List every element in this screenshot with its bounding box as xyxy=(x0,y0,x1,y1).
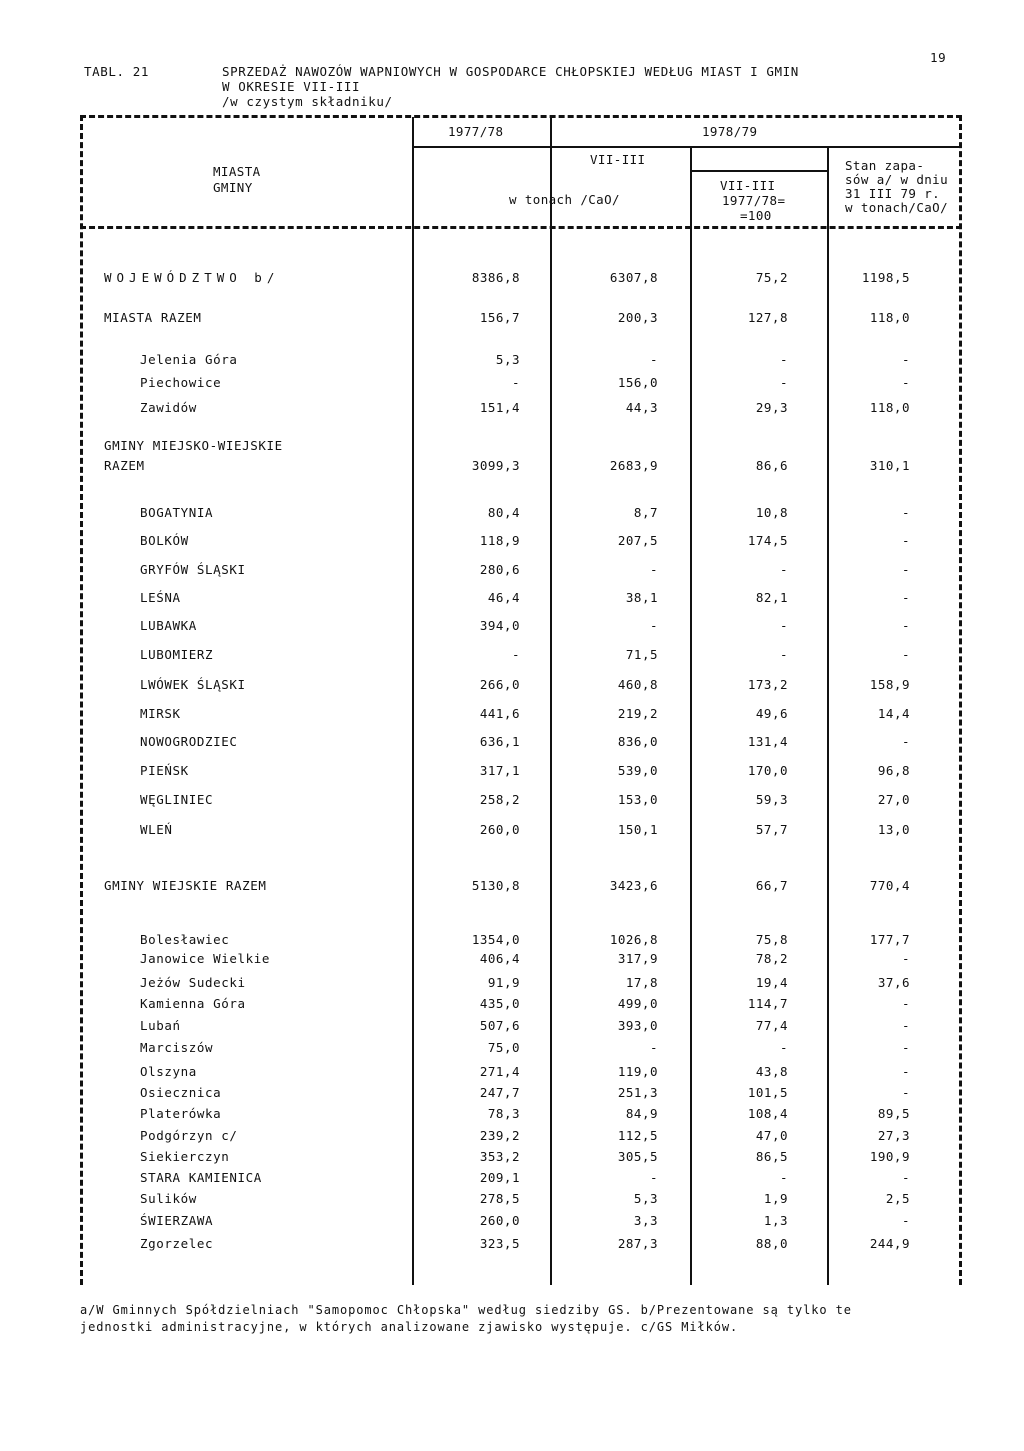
cell-c1: - xyxy=(511,375,520,390)
row-label: Zawidów xyxy=(140,400,197,415)
cell-c3: 88,0 xyxy=(755,1236,788,1251)
cell-c2: 305,5 xyxy=(617,1149,658,1164)
cell-c3: 47,0 xyxy=(755,1128,788,1143)
row-label: RAZEM xyxy=(104,458,145,473)
row-label: Piechowice xyxy=(140,375,222,390)
table-label: TABL. 21 xyxy=(84,64,150,79)
cell-c1: 91,9 xyxy=(487,975,520,990)
cell-c2: 156,0 xyxy=(617,375,658,390)
cell-c2: 460,8 xyxy=(617,677,658,692)
cell-c4: - xyxy=(901,590,910,605)
cell-c4: - xyxy=(901,1085,910,1100)
cell-c2: 153,0 xyxy=(617,792,658,807)
cell-c3: 10,8 xyxy=(755,505,788,520)
cell-c4: 118,0 xyxy=(869,400,910,415)
cell-c3: 108,4 xyxy=(747,1106,788,1121)
cell-c4: - xyxy=(901,734,910,749)
row-label: Jeżów Sudecki xyxy=(140,975,246,990)
cell-c1: 394,0 xyxy=(479,618,520,633)
header-miasta: MIASTA xyxy=(213,164,261,179)
cell-c4: 13,0 xyxy=(877,822,910,837)
row-label: LEŚNA xyxy=(140,590,181,605)
cell-c2: 44,3 xyxy=(625,400,658,415)
cell-c2: 287,3 xyxy=(617,1236,658,1251)
cell-c3: 1,9 xyxy=(763,1191,788,1206)
cell-c3: 57,7 xyxy=(755,822,788,837)
header-stock-line-2: sów a/ w dniu xyxy=(845,172,949,187)
cell-c3: 1,3 xyxy=(763,1213,788,1228)
header-stock-line-4: w tonach/CaO/ xyxy=(845,200,949,215)
cell-c1: 209,1 xyxy=(479,1170,520,1185)
cell-c1: 46,4 xyxy=(487,590,520,605)
cell-c2: 836,0 xyxy=(617,734,658,749)
cell-c3: 75,2 xyxy=(755,270,788,285)
cell-c4: - xyxy=(901,1064,910,1079)
cell-c3: - xyxy=(779,1040,788,1055)
cell-c3: 174,5 xyxy=(747,533,788,548)
row-label: Olszyna xyxy=(140,1064,197,1079)
cell-c1: 8386,8 xyxy=(471,270,520,285)
cell-c3: 19,4 xyxy=(755,975,788,990)
cell-c1: 278,5 xyxy=(479,1191,520,1206)
cell-c4: - xyxy=(901,505,910,520)
footnote-line-1: a/W Gminnych Spółdzielniach "Samopomoc Chłopska" według siedziby GS. b/Prezentowane są tylko te xyxy=(80,1303,852,1317)
row-label: GMINY MIEJSKO-WIEJSKIE xyxy=(104,438,283,453)
cell-c1: 118,9 xyxy=(479,533,520,548)
cell-c4: 89,5 xyxy=(877,1106,910,1121)
cell-c3: 131,4 xyxy=(747,734,788,749)
cell-c3: 170,0 xyxy=(747,763,788,778)
row-label: STARA KAMIENICA xyxy=(140,1170,262,1185)
cell-c1: 260,0 xyxy=(479,1213,520,1228)
cell-c3: 86,6 xyxy=(755,458,788,473)
header-mid-line xyxy=(412,146,959,148)
cell-c2: 207,5 xyxy=(617,533,658,548)
cell-c2: - xyxy=(649,352,658,367)
cell-c2: 38,1 xyxy=(625,590,658,605)
header-stock-line-3: 31 III 79 r. xyxy=(845,186,941,201)
cell-c1: 435,0 xyxy=(479,996,520,1011)
row-label: LUBOMIERZ xyxy=(140,647,214,662)
cell-c4: 118,0 xyxy=(869,310,910,325)
cell-c1: 323,5 xyxy=(479,1236,520,1251)
cell-c1: 636,1 xyxy=(479,734,520,749)
header-index-line-2: 1977/78= xyxy=(722,193,786,208)
cell-c4: - xyxy=(901,996,910,1011)
cell-c2: 5,3 xyxy=(633,1191,658,1206)
page-number: 19 xyxy=(930,50,947,65)
table-top-border xyxy=(80,115,962,118)
cell-c1: 78,3 xyxy=(487,1106,520,1121)
row-label: Bolesławiec xyxy=(140,932,230,947)
cell-c4: - xyxy=(901,352,910,367)
cell-c1: 441,6 xyxy=(479,706,520,721)
cell-c2: 251,3 xyxy=(617,1085,658,1100)
cell-c4: 96,8 xyxy=(877,763,910,778)
row-label: LWÓWEK ŚLĄSKI xyxy=(140,677,246,692)
cell-c4: 190,9 xyxy=(869,1149,910,1164)
cell-c4: - xyxy=(901,533,910,548)
cell-c3: 59,3 xyxy=(755,792,788,807)
cell-c4: 770,4 xyxy=(869,878,910,893)
cell-c1: 353,2 xyxy=(479,1149,520,1164)
cell-c2: - xyxy=(649,1040,658,1055)
row-label: Platerówka xyxy=(140,1106,222,1121)
cell-c2: - xyxy=(649,1170,658,1185)
cell-c2: 1026,8 xyxy=(609,932,658,947)
cell-c3: 75,8 xyxy=(755,932,788,947)
cell-c1: 80,4 xyxy=(487,505,520,520)
row-label: Siekierczyn xyxy=(140,1149,230,1164)
row-label: GMINY WIEJSKIE RAZEM xyxy=(104,878,267,893)
row-label: MIRSK xyxy=(140,706,181,721)
cell-c2: - xyxy=(649,618,658,633)
cell-c1: 406,4 xyxy=(479,951,520,966)
cell-c1: 156,7 xyxy=(479,310,520,325)
cell-c2: 84,9 xyxy=(625,1106,658,1121)
row-label: BOLKÓW xyxy=(140,533,189,548)
header-gminy: GMINY xyxy=(213,180,253,195)
cell-c2: 219,2 xyxy=(617,706,658,721)
cell-c2: 393,0 xyxy=(617,1018,658,1033)
cell-c2: 6307,8 xyxy=(609,270,658,285)
cell-c2: 112,5 xyxy=(617,1128,658,1143)
cell-c2: 3423,6 xyxy=(609,878,658,893)
header-index-line-1: VII-III xyxy=(720,178,776,193)
cell-c2: 119,0 xyxy=(617,1064,658,1079)
cell-c2: 200,3 xyxy=(617,310,658,325)
cell-c4: - xyxy=(901,1170,910,1185)
row-label: WLEŃ xyxy=(140,822,173,837)
cell-c1: 258,2 xyxy=(479,792,520,807)
table-title-line-1: SPRZEDAŻ NAWOZÓW WAPNIOWYCH W GOSPODARCE CHŁOPSKIEJ WEDŁUG MIAST I GMIN xyxy=(222,64,799,79)
row-label: Zgorzelec xyxy=(140,1236,214,1251)
cell-c4: 14,4 xyxy=(877,706,910,721)
row-label: MIASTA RAZEM xyxy=(104,310,202,325)
row-label: Podgórzyn c/ xyxy=(140,1128,238,1143)
cell-c4: - xyxy=(901,375,910,390)
cell-c4: - xyxy=(901,951,910,966)
cell-c3: 29,3 xyxy=(755,400,788,415)
cell-c1: 151,4 xyxy=(479,400,520,415)
cell-c1: 280,6 xyxy=(479,562,520,577)
row-label: GRYFÓW ŚLĄSKI xyxy=(140,562,246,577)
cell-c4: 244,9 xyxy=(869,1236,910,1251)
cell-c3: - xyxy=(779,375,788,390)
cell-c4: - xyxy=(901,562,910,577)
table-title-line-3: /w czystym składniku/ xyxy=(222,94,393,109)
cell-c3: 77,4 xyxy=(755,1018,788,1033)
cell-c4: 310,1 xyxy=(869,458,910,473)
row-label: PIEŃSK xyxy=(140,763,189,778)
cell-c1: 317,1 xyxy=(479,763,520,778)
cell-c4: 158,9 xyxy=(869,677,910,692)
cell-c3: 49,6 xyxy=(755,706,788,721)
cell-c3: - xyxy=(779,618,788,633)
cell-c4: - xyxy=(901,1040,910,1055)
cell-c3: 86,5 xyxy=(755,1149,788,1164)
cell-c2: 539,0 xyxy=(617,763,658,778)
cell-c3: - xyxy=(779,562,788,577)
cell-c2: 17,8 xyxy=(625,975,658,990)
cell-c3: 82,1 xyxy=(755,590,788,605)
cell-c4: 37,6 xyxy=(877,975,910,990)
header-index-line-3: =100 xyxy=(740,208,772,223)
cell-c3: 78,2 xyxy=(755,951,788,966)
cell-c3: - xyxy=(779,647,788,662)
cell-c4: - xyxy=(901,618,910,633)
footnote-line-2: jednostki administracyjne, w których analizowane zjawisko występuje. c/GS Miłków. xyxy=(80,1320,739,1334)
cell-c1: 1354,0 xyxy=(471,932,520,947)
table-title-line-2: W OKRESIE VII-III xyxy=(222,79,361,94)
cell-c1: 5,3 xyxy=(495,352,520,367)
table-right-border xyxy=(959,115,962,1285)
cell-c2: 150,1 xyxy=(617,822,658,837)
row-label: BOGATYNIA xyxy=(140,505,214,520)
row-label: NOWOGRODZIEC xyxy=(140,734,238,749)
header-stock-line-1: Stan zapa- xyxy=(845,158,925,173)
cell-c1: 247,7 xyxy=(479,1085,520,1100)
cell-c3: 43,8 xyxy=(755,1064,788,1079)
row-label: Marciszów xyxy=(140,1040,214,1055)
cell-c4: 177,7 xyxy=(869,932,910,947)
cell-c4: 27,3 xyxy=(877,1128,910,1143)
cell-c3: 66,7 xyxy=(755,878,788,893)
cell-c1: 239,2 xyxy=(479,1128,520,1143)
cell-c1: 75,0 xyxy=(487,1040,520,1055)
row-label: WOJEWÓDZTWO b/ xyxy=(104,270,280,285)
cell-c2: - xyxy=(649,562,658,577)
row-label: LUBAWKA xyxy=(140,618,197,633)
cell-c4: - xyxy=(901,1213,910,1228)
cell-c3: 114,7 xyxy=(747,996,788,1011)
row-label: Sulików xyxy=(140,1191,197,1206)
header-year-1977-78: 1977/78 xyxy=(448,124,504,139)
header-tons: w tonach /CaO/ xyxy=(509,192,620,207)
cell-c4: 1198,5 xyxy=(861,270,910,285)
row-label: Kamienna Góra xyxy=(140,996,246,1011)
cell-c2: 71,5 xyxy=(625,647,658,662)
cell-c2: 2683,9 xyxy=(609,458,658,473)
cell-c1: 5130,8 xyxy=(471,878,520,893)
row-label: Janowice Wielkie xyxy=(140,951,271,966)
header-bottom-border xyxy=(80,226,962,229)
cell-c3: 101,5 xyxy=(747,1085,788,1100)
cell-c1: - xyxy=(511,647,520,662)
header-year-1978-79: 1978/79 xyxy=(702,124,758,139)
cell-c3: 173,2 xyxy=(747,677,788,692)
cell-c1: 260,0 xyxy=(479,822,520,837)
row-label: Lubań xyxy=(140,1018,181,1033)
cell-c4: - xyxy=(901,647,910,662)
cell-c4: 27,0 xyxy=(877,792,910,807)
cell-c2: 3,3 xyxy=(633,1213,658,1228)
row-label: Osiecznica xyxy=(140,1085,222,1100)
cell-c1: 271,4 xyxy=(479,1064,520,1079)
header-period: VII-III xyxy=(590,152,646,167)
cell-c3: - xyxy=(779,1170,788,1185)
cell-c2: 8,7 xyxy=(633,505,658,520)
cell-c2: 499,0 xyxy=(617,996,658,1011)
cell-c1: 3099,3 xyxy=(471,458,520,473)
cell-c2: 317,9 xyxy=(617,951,658,966)
table-left-border xyxy=(80,115,83,1285)
cell-c3: 127,8 xyxy=(747,310,788,325)
row-label: WĘGLINIEC xyxy=(140,792,214,807)
cell-c4: 2,5 xyxy=(885,1191,910,1206)
cell-c4: - xyxy=(901,1018,910,1033)
cell-c1: 507,6 xyxy=(479,1018,520,1033)
row-label: ŚWIERZAWA xyxy=(140,1213,214,1228)
cell-c3: - xyxy=(779,352,788,367)
cell-c1: 266,0 xyxy=(479,677,520,692)
header-period-line xyxy=(690,170,827,172)
row-label: Jelenia Góra xyxy=(140,352,238,367)
